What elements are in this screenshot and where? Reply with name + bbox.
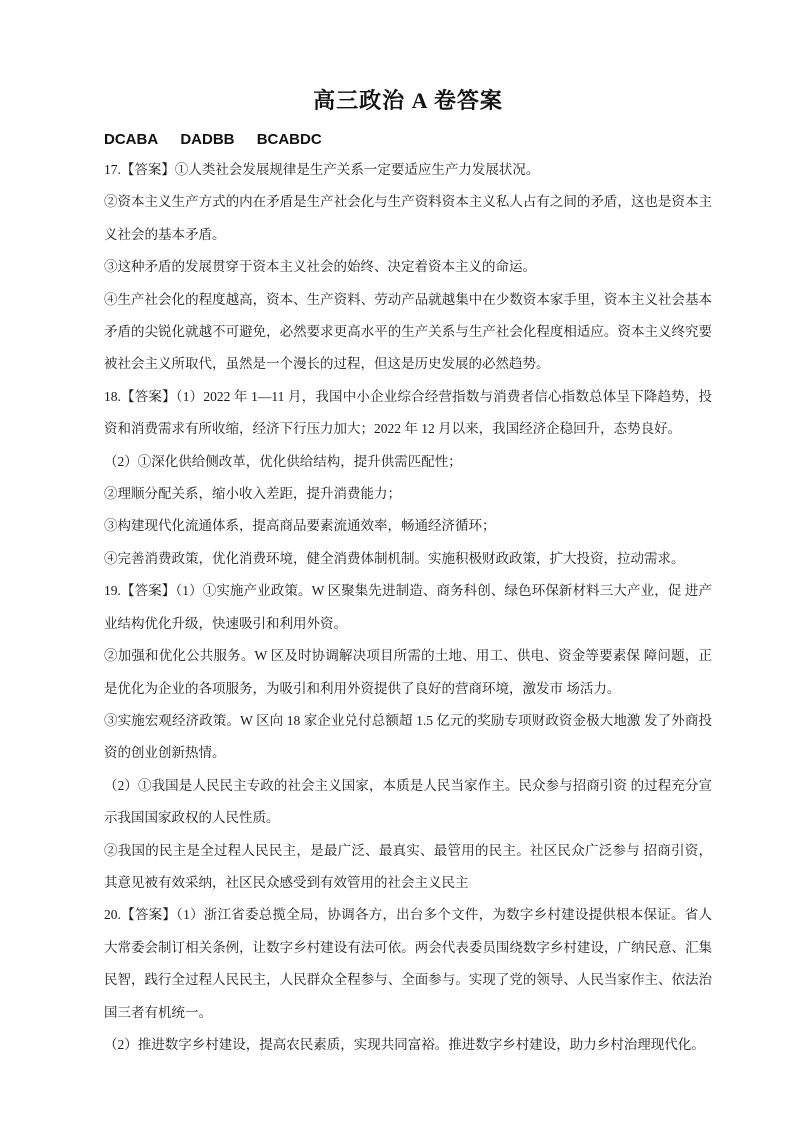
answer-paragraph: ②理顺分配关系，缩小收入差距，提升消费能力； xyxy=(104,486,401,502)
answer-paragraph: ②我国的民主是全过程人民民主，是最广泛、最真实、最管用的民主。社区民众广泛参与 招商引资，其意见被有效采纳，社区民众感受到有效管用的社会主义民主 xyxy=(104,842,712,890)
question-17-answer xyxy=(104,154,712,381)
answer-paragraph: （2）①我国是人民民主专政的社会主义国家，本质是人民当家作主。民众参与招商引资 的过程充分宣示我国国家政权的人民性质。 xyxy=(104,777,712,826)
question-20-answer xyxy=(104,899,712,1061)
answer-paragraph: 18.【答案】（1）2022 年 1—11 月，我国中小企业综合经营指数与消费者信心指数总体呈下降趋势，投资和消费需求有所收缩，经济下行压力加大；2022 年 12 月以来，我国经济企稳回升，态势良好。 xyxy=(104,388,712,437)
answer-paragraph: ③实施宏观经济政策。W 区向 18 家企业兑付总额超 1.5 亿元的奖励专项财政资金极大地激 发了外商投资的创业创新热情。 xyxy=(104,712,712,761)
answer-paragraph: 20.【答案】（1）浙江省委总揽全局，协调各方，出台多个文件，为数字乡村建设提供根本保证。省人大常委会制订相关条例，让数字乡村建设有法可依。两会代表委员围绕数字乡村建设，广纳民意、汇集民智，践行全过程人民民主，人民群众全程参与、全面参与。实现了党的领导、人民当家作主、依法治国三者有机统一。 xyxy=(104,907,712,1020)
answer-paragraph: ③构建现代化流通体系，提高商品要素流通效率，畅通经济循环； xyxy=(104,518,496,534)
answer-paragraph: ④生产社会化的程度越高，资本、生产资料、劳动产品就越集中在少数资本家手里，资本主义社会基本矛盾的尖锐化就越不可避免，必然要求更高水平的生产关系与生产社会化程度相适应。资本主义终究要被社会主义所取代，虽然是一个漫长的过程，但这是历史发展的必然趋势。 xyxy=(104,291,712,372)
objective-answers-line xyxy=(104,131,712,148)
answer-paragraph: ②资本主义生产方式的内在矛盾是生产社会化与生产资料资本主义私人占有之间的矛盾，这也是资本主义社会的基本矛盾。 xyxy=(104,194,712,242)
answer-paragraph: ②加强和优化公共服务。W 区及时协调解决项目所需的土地、用工、供电、资金等要素保 障问题，正是优化为企业的各项服务，为吸引和利用外资提供了良好的营商环境，激发市 场活力。 xyxy=(104,648,712,696)
question-19-answer xyxy=(104,575,712,899)
answer-paragraph: （2）①深化供给侧改革，优化供给结构，提升供需匹配性； xyxy=(104,453,462,469)
answer-paragraph: ③这种矛盾的发展贯穿于资本主义社会的始终、决定着资本主义的命运。 xyxy=(104,259,536,275)
question-18-answer xyxy=(104,381,712,575)
page-title: 高三政治 A 卷答案 xyxy=(313,88,503,113)
objective-answer-group-1: DCABA xyxy=(104,131,159,148)
objective-answer-group-2: DADBB xyxy=(180,131,235,148)
objective-answer-group-3: BCABDC xyxy=(256,131,322,148)
answer-paragraph: 19.【答案】（1）①实施产业政策。W 区聚集先进制造、商务科创、绿色环保新材料三大产业，促 进产业结构优化升级，快速吸引和利用外资。 xyxy=(104,583,712,631)
answer-paragraph: ④完善消费政策，优化消费环境，健全消费体制机制。实施积极财政政策，扩大投资，拉动需求。 xyxy=(104,550,685,566)
answer-paragraph: 17.【答案】①人类社会发展规律是生产关系一定要适应生产力发展状况。 xyxy=(104,162,540,177)
answer-paragraph: （2）推进数字乡村建设，提高农民素质，实现共同富裕。推进数字乡村建设，助力乡村治理现代化。 xyxy=(104,1036,705,1052)
answers-body xyxy=(104,154,712,1061)
